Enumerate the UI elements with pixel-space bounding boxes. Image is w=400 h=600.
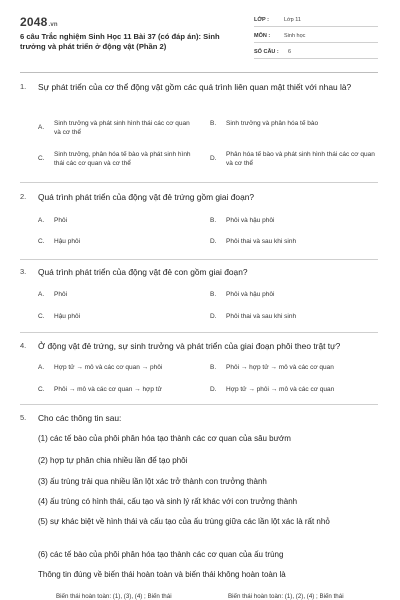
option-letter: D.	[210, 313, 217, 320]
option-text: Phôi và hậu phôi	[226, 291, 275, 298]
meta-label: LỚP :	[254, 17, 269, 23]
question-divider	[20, 182, 378, 183]
question-number: 1.	[20, 82, 27, 91]
meta-row-class	[254, 15, 378, 27]
option-letter: A.	[38, 291, 45, 298]
question-text: Sự phát triển của cơ thể động vật gồm các quá trình liên quan mật thiết với nhau là?	[38, 82, 352, 92]
option-text: Phôi → mô và các cơ quan → hợp tử	[54, 386, 162, 393]
option-text: Phôi	[54, 291, 68, 298]
question-number: 2.	[20, 192, 27, 201]
option-text: Phôi thai và sau khi sinh	[226, 238, 297, 245]
option-letter: C.	[38, 313, 45, 320]
option-text: Hợp tử → phôi → mô và các cơ quan	[226, 386, 335, 393]
option-text: Phôi và hậu phôi	[226, 217, 275, 224]
page-header	[0, 0, 400, 66]
document-title: 6 câu Trắc nghiệm Sinh Học 11 Bài 37 (có đáp án): Sinh trưởng và phát triển ở động vật (Phần 2)	[20, 32, 220, 51]
question-text: Ở động vật đẻ trứng, sự sinh trưởng và phát triển của giai đoạn phôi theo trật tự?	[38, 341, 341, 351]
option-text: Phôi thai và sau khi sinh	[226, 313, 297, 320]
option-letter: D.	[210, 155, 217, 162]
option-a-partial[interactable]: Biến thái hoàn toàn: (1), (3), (4) ; Biến thái	[56, 593, 172, 600]
question-text: Quá trình phát triển của động vật đẻ trứng gồm giai đoạn?	[38, 192, 255, 202]
option-letter: A.	[38, 364, 45, 371]
option-letter: C.	[38, 238, 45, 245]
meta-value: Lớp 11	[284, 17, 301, 23]
option-letter: A.	[38, 124, 45, 131]
question-divider	[20, 332, 378, 333]
option-letter: B.	[210, 217, 217, 224]
option-text: Sinh trưởng và phát sinh hình thái các cơ quan và cơ thể	[54, 120, 190, 136]
option-letter: B.	[210, 364, 217, 371]
question-number: 4.	[20, 341, 27, 350]
info-item-1: (1) các tế bào của phôi phân hóa tạo thành các cơ quan của sâu bướm	[38, 434, 291, 443]
option-text: Phân hóa tế bào và phát sinh hình thái các cơ quan và cơ thể	[226, 151, 375, 167]
option-text: Hợp tử → mô và các cơ quan → phôi	[54, 364, 163, 371]
question-number: 3.	[20, 267, 27, 276]
option-letter: C.	[38, 155, 45, 162]
question-text: Quá trình phát triển của động vật đẻ con gồm giai đoạn?	[38, 267, 248, 277]
info-item-2: (2) hợp tự phân chia nhiều lần để tạo phôi	[38, 456, 188, 465]
meta-value: Sinh học	[284, 33, 306, 39]
option-text: Hậu phôi	[54, 313, 81, 320]
logo-main: 2048	[20, 15, 48, 29]
info-item-5: (5) sự khác biệt về hình thái và cấu tạo của ấu trùng giữa các lần lột xác là rất nhỏ	[38, 517, 330, 526]
meta-box	[254, 15, 378, 63]
site-logo[interactable]	[20, 15, 58, 29]
header-divider	[20, 72, 378, 73]
question-divider	[20, 259, 378, 260]
option-text: Hậu phôi	[54, 238, 81, 245]
option-letter: D.	[210, 238, 217, 245]
option-letter: B.	[210, 120, 217, 127]
info-item-4: (4) ấu trùng có hình thái, cấu tạo và sinh lý rất khác với con trưởng thành	[38, 497, 298, 506]
info-item-6: (6) các tế bào của phôi phân hóa tạo thành các cơ quan của ấu trùng	[38, 550, 284, 559]
meta-label: MÔN :	[254, 33, 271, 39]
meta-row-count	[254, 47, 378, 59]
question-closing: Thông tin đúng về biến thái hoàn toàn và biến thái không hoàn toàn là	[38, 570, 286, 579]
option-letter: C.	[38, 386, 45, 393]
option-text: Sinh trưởng và phân hóa tế bào	[226, 120, 319, 127]
meta-value: 6	[288, 49, 292, 55]
logo-suffix: .vn	[48, 22, 58, 28]
option-text: Sinh trưởng, phân hóa tế bào và phát sinh hình thái các cơ quan và cơ thể	[54, 151, 191, 167]
option-letter: B.	[210, 291, 217, 298]
option-b-partial[interactable]: Biến thái hoàn toàn: (1), (2), (4) ; Biến thái	[228, 593, 344, 600]
option-letter: A.	[38, 217, 45, 224]
question-divider	[20, 404, 378, 405]
meta-label: SỐ CÂU :	[254, 49, 279, 55]
option-letter: D.	[210, 386, 217, 393]
question-number: 5.	[20, 413, 27, 422]
info-item-3: (3) ấu trùng trải qua nhiều lần lột xác trở thành con trưởng thành	[38, 477, 267, 486]
option-text: Phôi	[54, 217, 68, 224]
option-text: Phôi → hợp tử → mô và các cơ quan	[226, 364, 334, 371]
meta-row-subject	[254, 31, 378, 43]
question-text: Cho các thông tin sau:	[38, 413, 122, 423]
